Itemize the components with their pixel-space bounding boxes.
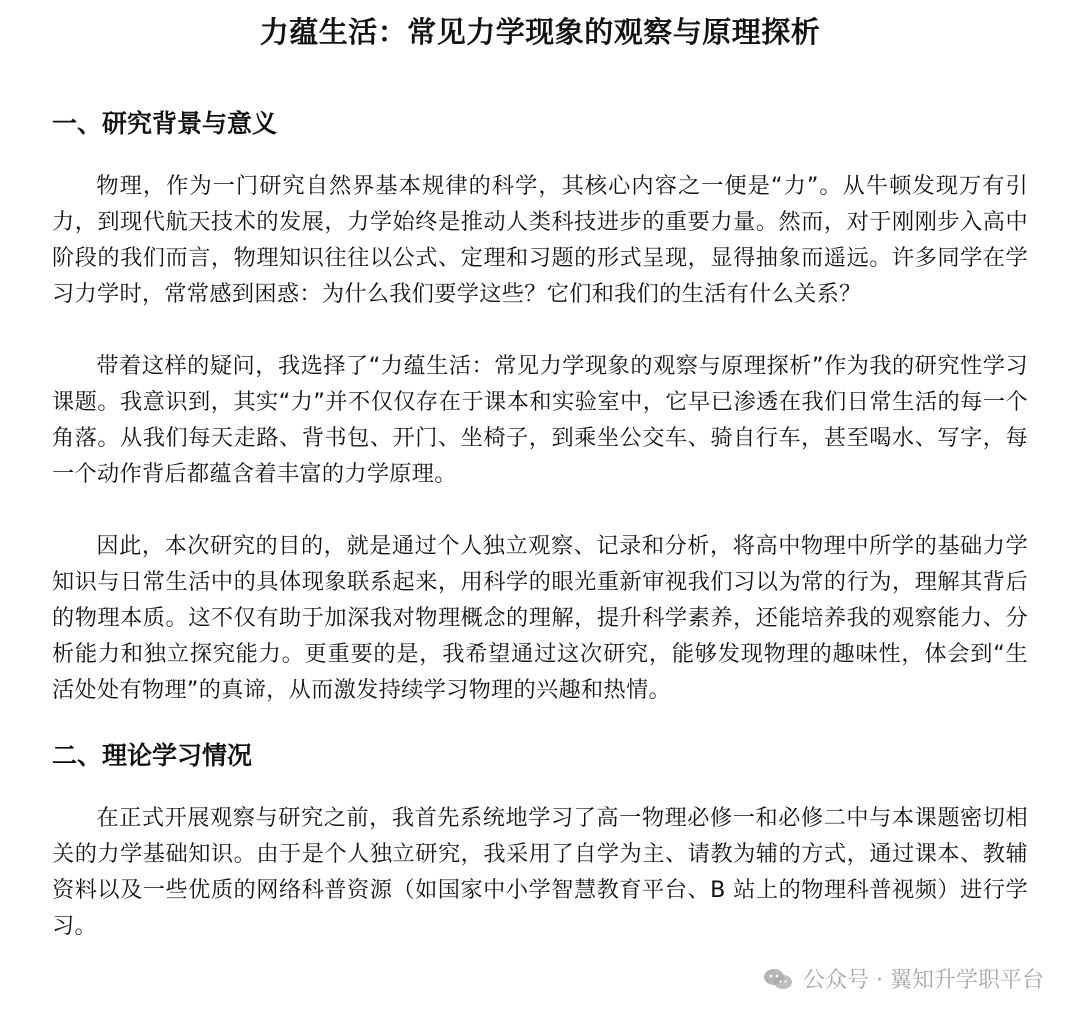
watermark-text: 公众号 · 翼知升学职平台 [803, 968, 1044, 993]
section-background [52, 106, 1028, 708]
paragraph: 物理，作为一门研究自然界基本规律的科学，其核心内容之一便是“力”。从牛顿发现万有引力，到现代航天技术的发展，力学始终是推动人类科技进步的重要力量。然而，对于刚刚步入高中阶段的我们而言，物理知识往往以公式、定理和习题的形式呈现，显得抽象而遥远。许多同学在学习力学时，常常感到困惑：为什么我们要学这些？它们和我们的生活有什么关系？ [52, 173, 1028, 307]
document-title: 力蕴生活：常见力学现象的观察与原理探析 [259, 15, 821, 49]
section-heading: 一、研究背景与意义 [52, 109, 278, 138]
section-theory [52, 738, 1028, 944]
wechat-icon [763, 967, 793, 991]
watermark [763, 963, 1044, 994]
section-heading: 二、理论学习情况 [52, 741, 253, 770]
paragraph: 带着这样的疑问，我选择了“力蕴生活：常见力学现象的观察与原理探析”作为我的研究性学习课题。我意识到，其实“力”并不仅仅存在于课本和实验室中，它早已渗透在我们日常生活的每一个角落。从我们每天走路、背书包、开门、坐椅子，到乘坐公交车、骑自行车，甚至喝水、写字，每一个动作背后都蕴含着丰富的力学原理。 [52, 353, 1028, 487]
paragraph: 因此，本次研究的目的，就是通过个人独立观察、记录和分析，将高中物理中所学的基础力学知识与日常生活中的具体现象联系起来，用科学的眼光重新审视我们习以为常的行为，理解其背后的物理本质。这不仅有助于加深我对物理概念的理解，提升科学素养，还能培养我的观察能力、分析能力和独立探究能力。更重要的是，我希望通过这次研究，能够发现物理的趣味性，体会到“生活处处有物理”的真谛，从而激发持续学习物理的兴趣和热情。 [52, 533, 1028, 703]
paragraph: 在正式开展观察与研究之前，我首先系统地学习了高一物理必修一和必修二中与本课题密切相关的力学基础知识。由于是个人独立研究，我采用了自学为主、请教为辅的方式，通过课本、教辅资料以及一些优质的网络科普资源（如国家中小学智慧教育平台、B 站上的物理科普视频）进行学习。 [52, 805, 1028, 939]
